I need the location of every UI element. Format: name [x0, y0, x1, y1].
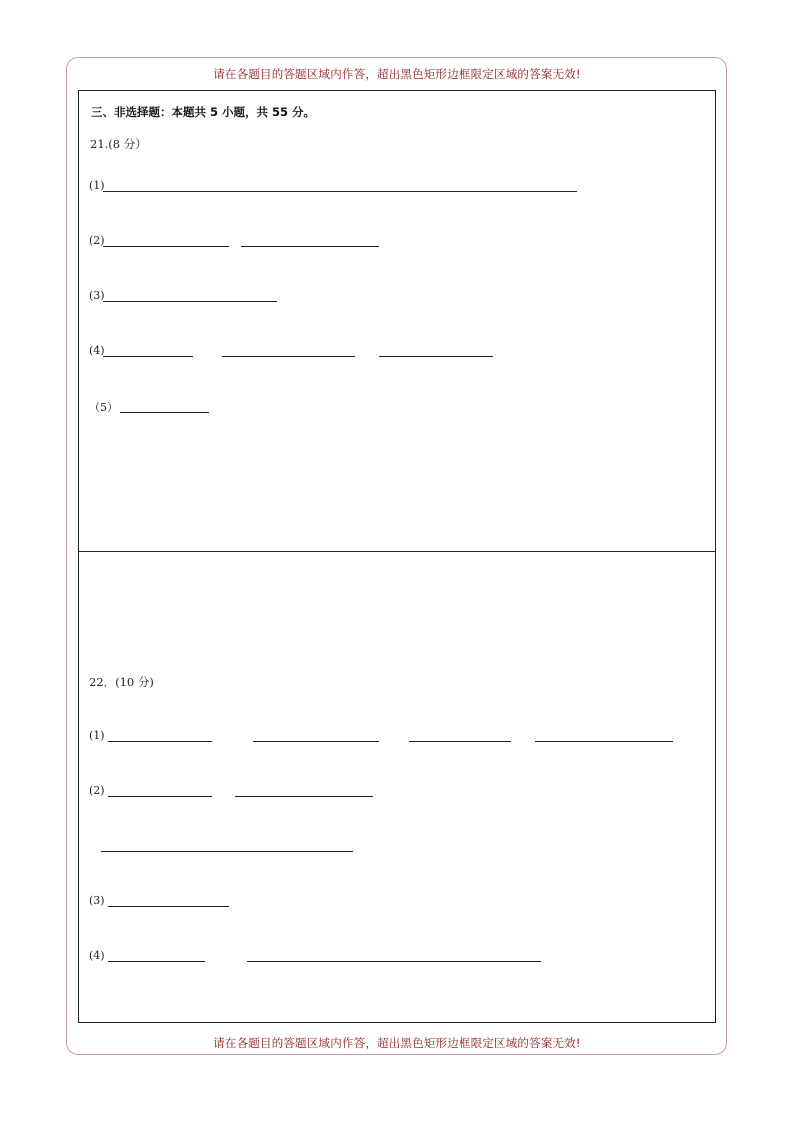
q21-part4-answer-line-a[interactable]	[103, 356, 193, 357]
q22-part2-answer-line-c[interactable]	[101, 851, 353, 852]
q22-part4-label: (4)	[89, 949, 105, 962]
q22-part1-answer-line-b[interactable]	[253, 741, 379, 742]
q22-part1-answer-line-d[interactable]	[535, 741, 673, 742]
top-notice: 请在各题目的答题区域内作答，超出黑色矩形边框限定区域的答案无效!	[213, 67, 581, 81]
q21-part4-answer-line-b[interactable]	[222, 356, 355, 357]
q22-part4-answer-line-b[interactable]	[247, 961, 541, 962]
answer-area-q22	[78, 551, 716, 1023]
q22-heading: 22．(10 分)	[89, 675, 154, 689]
q21-part4-label: (4)	[89, 344, 105, 357]
q22-part1-answer-line-a[interactable]	[108, 741, 212, 742]
q22-part1-label: (1)	[89, 729, 105, 742]
bottom-notice: 请在各题目的答题区域内作答，超出黑色矩形边框限定区域的答案无效!	[213, 1036, 581, 1050]
q21-part5-label: （5）	[89, 401, 118, 414]
q21-part1-label: (1)	[89, 179, 105, 192]
q21-part3-answer-line[interactable]	[103, 301, 277, 302]
q22-part2-answer-line-a[interactable]	[108, 796, 212, 797]
section-title: 三、非选择题：本题共 5 小题，共 55 分。	[91, 105, 316, 119]
q21-part1-answer-line[interactable]	[103, 191, 577, 192]
q21-part2-answer-line-b[interactable]	[241, 246, 379, 247]
q22-part3-answer-line[interactable]	[108, 906, 229, 907]
q21-part3-label: (3)	[89, 289, 105, 302]
q22-part2-answer-line-b[interactable]	[235, 796, 373, 797]
q22-part2-label: (2)	[89, 784, 105, 797]
q22-part4-answer-line-a[interactable]	[108, 961, 205, 962]
q21-part2-answer-line-a[interactable]	[103, 246, 229, 247]
q21-part4-answer-line-c[interactable]	[379, 356, 493, 357]
q21-part2-label: (2)	[89, 234, 105, 247]
q22-part1-answer-line-c[interactable]	[409, 741, 511, 742]
answer-area-q21	[78, 90, 716, 552]
q21-part5-answer-line[interactable]	[120, 412, 209, 413]
q22-part3-label: (3)	[89, 894, 105, 907]
q21-heading: 21.(8 分）	[90, 137, 147, 151]
